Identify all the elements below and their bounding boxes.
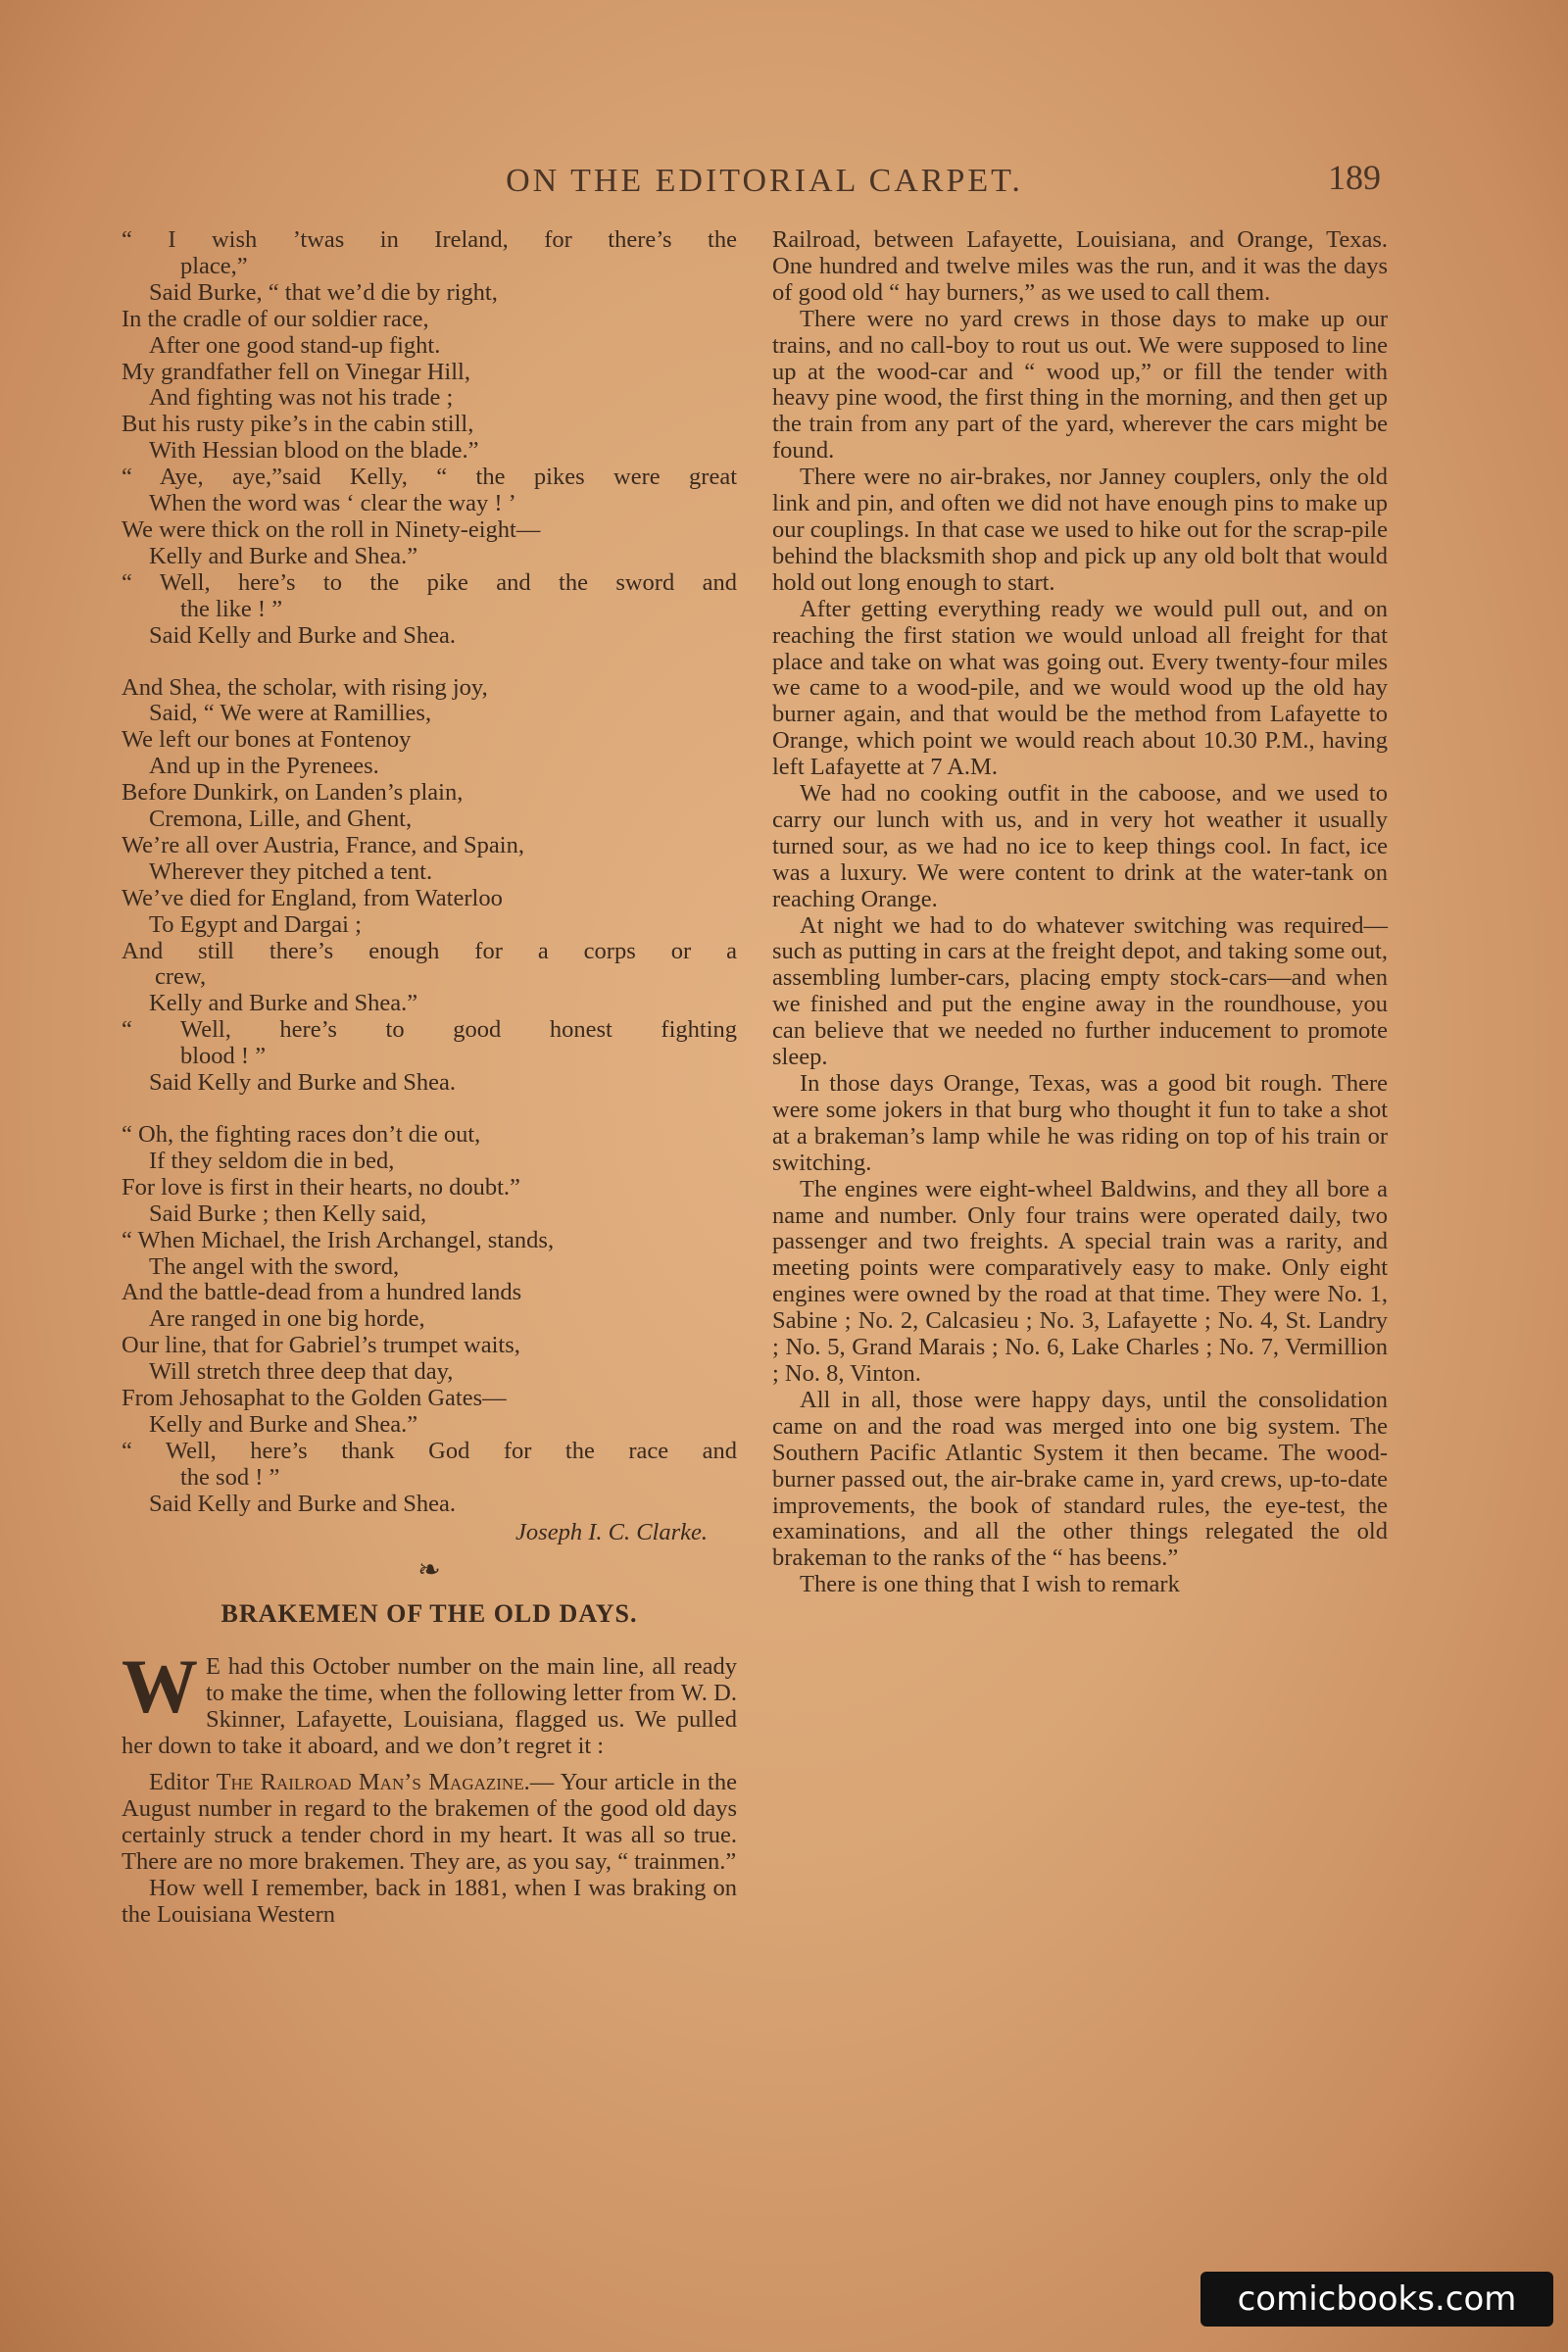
poem-line: We’re all over Austria, France, and Spain, <box>122 831 524 858</box>
right-column <box>772 227 1388 1598</box>
page-number: 189 <box>1328 158 1381 197</box>
article-intro <box>122 1643 737 1760</box>
poem-line: Our line, that for Gabriel’s trumpet waits, <box>122 1332 520 1359</box>
poem-line: “ Well, here’s to good honest fighting <box>122 1016 737 1044</box>
poem-line: Said Kelly and Burke and Shea. <box>149 1069 456 1097</box>
paragraph: Railroad, between Lafayette, Louisiana, and Orange, Texas. One hundred and twelve miles was the run, and it was the days of good old “ hay burners,” as we used to call them. <box>772 226 1388 306</box>
poem-line: And up in the Pyrenees. <box>149 753 379 780</box>
paragraph: All in all, those were happy days, until the consolidation came on and the road was merged into one big system. The Southern Pacific Atlantic System it then became. The wood-burner passed out, the air-brake came in, yard crews, up-to-date improvements, the book of standard rules, the eye-test, the examinations, and all the other things relegated the old brakeman to the ranks of the “ has beens.” <box>772 1386 1388 1572</box>
poem-line: Kelly and Burke and Shea.” <box>149 542 418 569</box>
page-header <box>0 157 1568 206</box>
poem-line: My grandfather fell on Vinegar Hill, <box>122 358 470 385</box>
poem-stanza-2 <box>122 675 737 1098</box>
poem-line: the like ! ” <box>180 595 283 622</box>
poem-line: From Jehosaphat to the Golden Gates— <box>122 1385 507 1412</box>
poem-line: Said Kelly and Burke and Shea. <box>149 621 456 649</box>
poem-line: But his rusty pike’s in the cabin still, <box>122 411 474 438</box>
poem-line: And still there’s enough for a corps or a <box>122 937 737 964</box>
poem-line: “ Well, here’s to the pike and the sword and <box>122 568 737 596</box>
poem-line: blood ! ” <box>180 1043 267 1070</box>
watermark-text: comicbooks.com <box>1237 2279 1517 2319</box>
left-column <box>122 227 737 1928</box>
article-title: BRAKEMEN OF THE OLD DAYS. <box>220 1598 638 1628</box>
intro-text: E had this October number on the main line, all ready to make the time, when the following letter from W. D. Skinner, Lafayette, Louisiana, flagged us. We pulled her down to take it aboard, and we don’t regret it : <box>122 1653 737 1760</box>
letter-paragraph <box>122 1770 737 1876</box>
poem-stanza-1 <box>122 227 737 650</box>
site-watermark <box>1200 2272 1553 2327</box>
poem-line: Said Burke, “ that we’d die by right, <box>149 278 498 306</box>
fleuron-ornament: ❧ <box>417 1554 441 1586</box>
poem-line: In the cradle of our soldier race, <box>122 305 429 332</box>
paragraph: There were no air-brakes, nor Janney couplers, only the old link and pin, and often we did not have enough pins to make up our couplings. In that case we used to hike out for the scrap-pile behind the blacksmith shop and pick up any old bolt that would hold out long enough to start. <box>772 464 1388 596</box>
paragraph: After getting everything ready we would pull out, and on reaching the first station we would unload all freight for that place and take on what was going out. Every twenty-four miles we came to a wood-pile, and we would wood up the old hay burner again, and that would be the method from Lafayette to Orange, which point we would reach about 10.30 P.M., having left Lafayette at 7 A.M. <box>772 595 1388 781</box>
poem-line: And the battle-dead from a hundred lands <box>122 1279 522 1306</box>
poem-line: And fighting was not his trade ; <box>149 384 454 412</box>
poem-line: “ I wish ’twas in Ireland, for there’s the <box>122 226 737 253</box>
poem-line: Kelly and Burke and Shea.” <box>149 1410 418 1438</box>
poem-line: Said, “ We were at Ramillies, <box>149 700 432 727</box>
poem-line: For love is first in their hearts, no doubt.” <box>122 1173 520 1200</box>
poem-line: We’ve died for England, from Waterloo <box>122 884 503 911</box>
poem-author: Joseph I. C. Clarke. <box>515 1518 708 1545</box>
poem-line: Cremona, Lille, and Ghent, <box>149 806 413 833</box>
poem-line: “ Well, here’s thank God for the race and <box>122 1437 737 1464</box>
poem-line: crew, <box>155 963 207 991</box>
paragraph: We had no cooking outfit in the caboose, and we used to carry our lunch with us, and in very hot weather it usually turned sour, as we had no ice to keep things cool. In fact, ice was a luxury. We were content to drink at the water-tank on reaching Orange. <box>772 780 1388 912</box>
poem-line: Kelly and Burke and Shea.” <box>149 990 418 1017</box>
running-head: ON THE EDITORIAL CARPET. <box>506 163 1023 199</box>
poem-line: With Hessian blood on the blade.” <box>149 437 479 465</box>
poem-line: place,” <box>180 252 248 279</box>
poem-line: “ Oh, the fighting races don’t die out, <box>122 1121 481 1148</box>
poem-line: We left our bones at Fontenoy <box>122 726 412 754</box>
poem-stanza-3 <box>122 1122 737 1518</box>
poem-line: Wherever they pitched a tent. <box>149 858 433 885</box>
poem-line: The angel with the sword, <box>149 1252 400 1280</box>
poem-line: After one good stand-up fight. <box>149 331 441 359</box>
paragraph: How well I remember, back in 1881, when I was braking on the Louisiana Western <box>122 1874 737 1928</box>
poem-line: We were thick on the roll in Ninety-eight— <box>122 515 541 543</box>
paragraph: The engines were eight-wheel Baldwins, and they all bore a name and number. Only four trains were operated daily, two passenger and two freights. A special train was a rarity, and meeting points were comparatively easy to make. Only eight engines were owned by the road at that time. They were No. 1, Sabine ; No. 2, Calcasieu ; No. 3, Lafayette ; No. 4, St. Landry ; No. 5, Grand Marais ; No. 6, Lake Charles ; No. 7, Vermillion ; No. 8, Vinton. <box>772 1175 1388 1387</box>
poem-line: If they seldom die in bed, <box>149 1147 395 1174</box>
paragraph: There is one thing that I wish to remark <box>800 1571 1180 1598</box>
poem-line: “ Aye, aye,”said Kelly, “ the pikes were great <box>122 464 737 491</box>
poem-line: Are ranged in one big horde, <box>149 1305 425 1333</box>
magazine-name: The Railroad Man’s Magazine <box>216 1769 524 1796</box>
letter-salutation: Editor <box>149 1769 217 1796</box>
poem-line: Before Dunkirk, on Landen’s plain, <box>122 779 464 807</box>
letter-paragraph-text: .— Your article in the August number in regard to the brakemen of the good old days certainly struck a tender chord in my heart. It was all so true. There are no more brakemen. They are, as you say, “ trainmen.” <box>122 1769 737 1875</box>
drop-cap: W <box>122 1643 198 1730</box>
poem-line: And Shea, the scholar, with rising joy, <box>122 673 488 701</box>
poem-line: Will stretch three deep that day, <box>149 1358 454 1386</box>
paragraph: In those days Orange, Texas, was a good bit rough. There were some jokers in that burg who thought it fun to take a shot at a brakeman’s lamp while he was riding on top of his train or switching. <box>772 1070 1388 1176</box>
paragraph: There were no yard crews in those days to make up our trains, and no call-boy to rout us out. We were supposed to line up at the wood-car and “ wood up,” or fill the tender with heavy pine wood, the first thing in the morning, and then get up the train from any part of the yard, wherever the cars might be found. <box>772 305 1388 465</box>
poem-line: When the word was ‘ clear the way ! ’ <box>149 490 516 517</box>
paragraph: At night we had to do whatever switching was required—such as putting in cars at the freight depot, and taking some out, assembling lumber-cars, placing empty stock-cars—and when we finished and put the engine away in the roundhouse, you can believe that we needed no further inducement to promote sleep. <box>772 911 1388 1071</box>
poem-line: Said Burke ; then Kelly said, <box>149 1200 427 1227</box>
poem-line: the sod ! ” <box>180 1463 280 1491</box>
poem-line: “ When Michael, the Irish Archangel, stands, <box>122 1226 555 1253</box>
poem-line: Said Kelly and Burke and Shea. <box>149 1490 456 1517</box>
poem-line: To Egypt and Dargai ; <box>149 910 362 938</box>
